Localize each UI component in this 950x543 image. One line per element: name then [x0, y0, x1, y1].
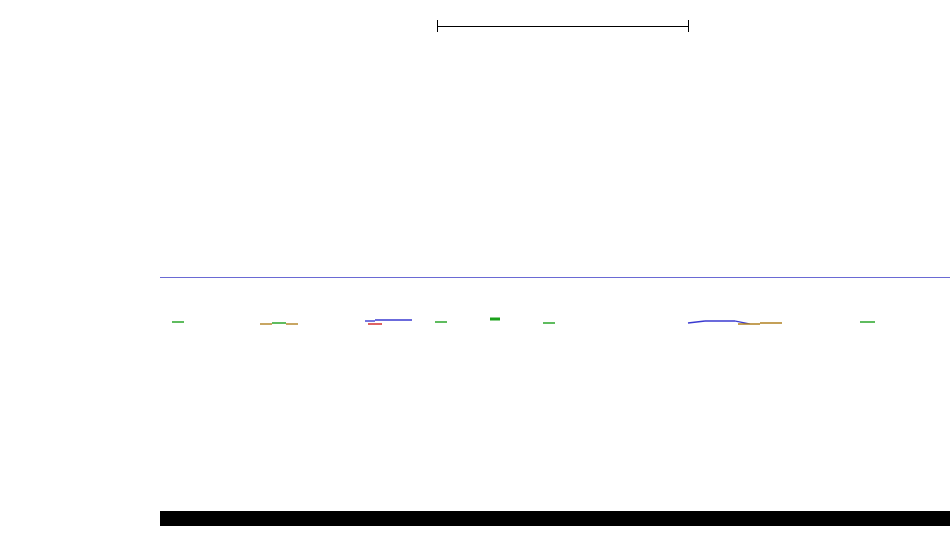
phylop-top-border [160, 277, 950, 278]
repeatmasker-bar[interactable] [160, 511, 950, 526]
reference-base-row [0, 50, 950, 65]
scale-bar-tick-right [688, 20, 689, 32]
grid-container [160, 0, 950, 543]
scale-bar-line [437, 26, 689, 27]
scale-bar-tick-left [437, 20, 438, 32]
phylop-plot [160, 300, 950, 340]
phylop-conservation-svg [160, 300, 950, 340]
